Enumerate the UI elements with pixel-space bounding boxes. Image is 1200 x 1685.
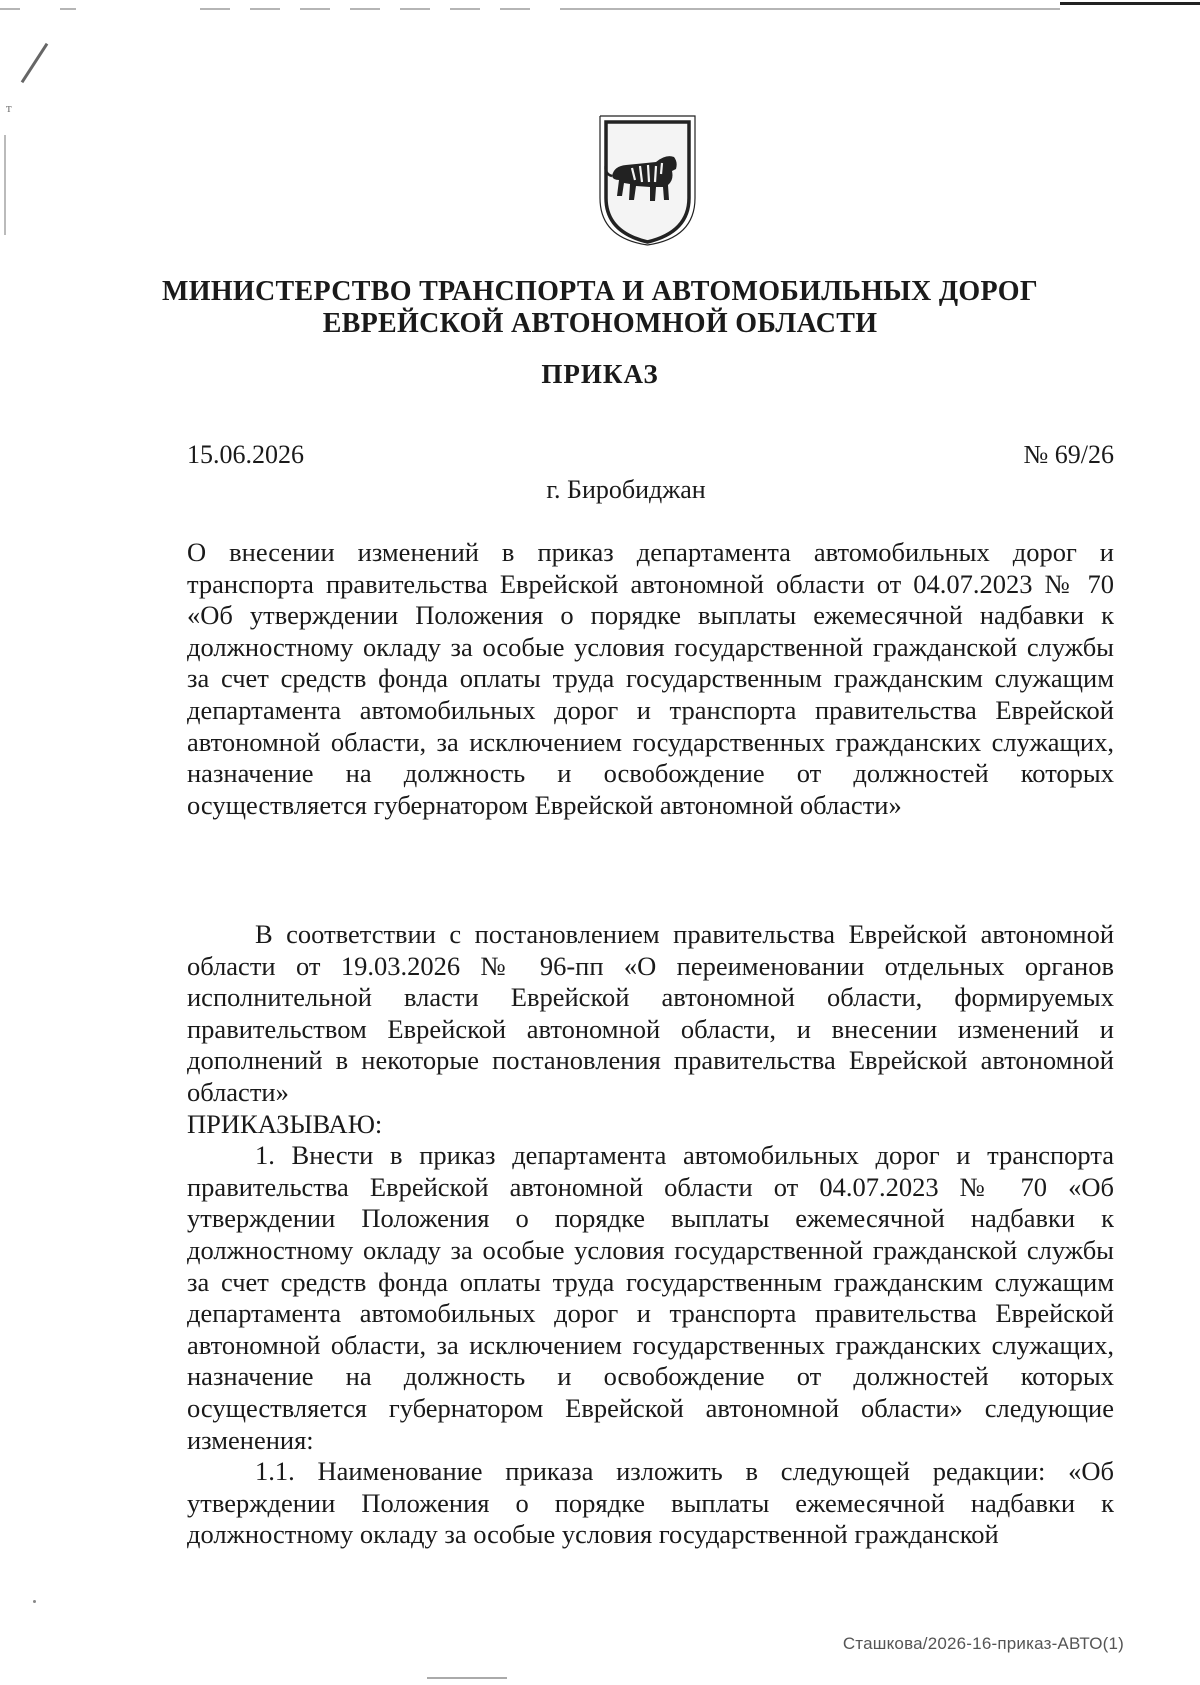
ministry-name-line1: МИНИСТЕРСТВО ТРАНСПОРТА И АВТОМОБИЛЬНЫХ ДОРОГ [162, 276, 1038, 307]
coat-of-arms-tiger-icon [592, 114, 703, 246]
file-reference: Сташкова/2026-16-приказ-АВТО(1) [842, 1634, 1124, 1653]
ministry-name-line2: ЕВРЕЙСКОЙ АВТОНОМНОЙ ОБЛАСТИ [322, 308, 878, 339]
order-item-1-1: 1.1. Наименование приказа изложить в следующей редакции: «Об утверждении Положения о порядке выплаты ежемесячной надбавки к должностному окладу за особые условия государственной гражданской [187, 1456, 1114, 1550]
scan-top-border [0, 8, 1200, 11]
scan-bottom-mark [427, 1677, 507, 1679]
subject-text: О внесении изменений в приказ департамента автомобильных дорог и транспорта правительства Еврейской автономной области от 04.07.2023 № 70 «Об утверждении Положения о порядке выплаты ежемесячной надбавки к должностному окладу за особые условия государственной гражданской службы за счет средств фонда оплаты труда государственным гражданским служащим департамента автомобильных дорог и транспорта правительства Еврейской автономной области, за исключением государственных гражданских служащих, назначение на должность и освобождение от должностей которых осуществляется губернатором Еврейской автономной области» [187, 537, 1114, 820]
order-word: ПРИКАЗЫВАЮ: [187, 1108, 383, 1139]
document-body [187, 919, 1114, 1551]
document-number: № 69/26 [1023, 440, 1114, 469]
scan-speck [33, 1600, 36, 1603]
scan-margin-line [4, 135, 6, 235]
scan-margin-mark: т [6, 100, 12, 115]
order-item-1: 1. Внести в приказ департамента автомобильных дорог и транспорта правительства Еврейской автономной области от 04.07.2023 № 70 «Об утверждении Положения о порядке выплаты ежемесячной надбавки к должностному окладу за особые условия государственной гражданской службы за счет средств фонда оплаты труда государственным гражданским служащим департамента автомобильных дорог и транспорта правительства Еврейской автономной области, за исключением государственных гражданских служащих, назначение на должность и освобождение от должностей которых осуществляется губернатором Еврейской автономной области» следующие изменения: [187, 1140, 1114, 1455]
document-subject [187, 537, 1114, 821]
document-date: 15.06.2026 [187, 440, 304, 469]
document-type-title: ПРИКАЗ [541, 359, 659, 389]
document-city: г. Биробиджан [546, 475, 706, 504]
preamble-paragraph: В соответствии с постановлением правительства Еврейской автономной области от 19.03.2026 № 96-пп «О переименовании отдельных органов исполнительной власти Еврейской автономной области, формируемых правительством Еврейской автономной области, и внесении изменений и дополнений в некоторые постановления правительства Еврейской автономной области» [187, 919, 1114, 1107]
scan-pen-mark [21, 43, 49, 83]
